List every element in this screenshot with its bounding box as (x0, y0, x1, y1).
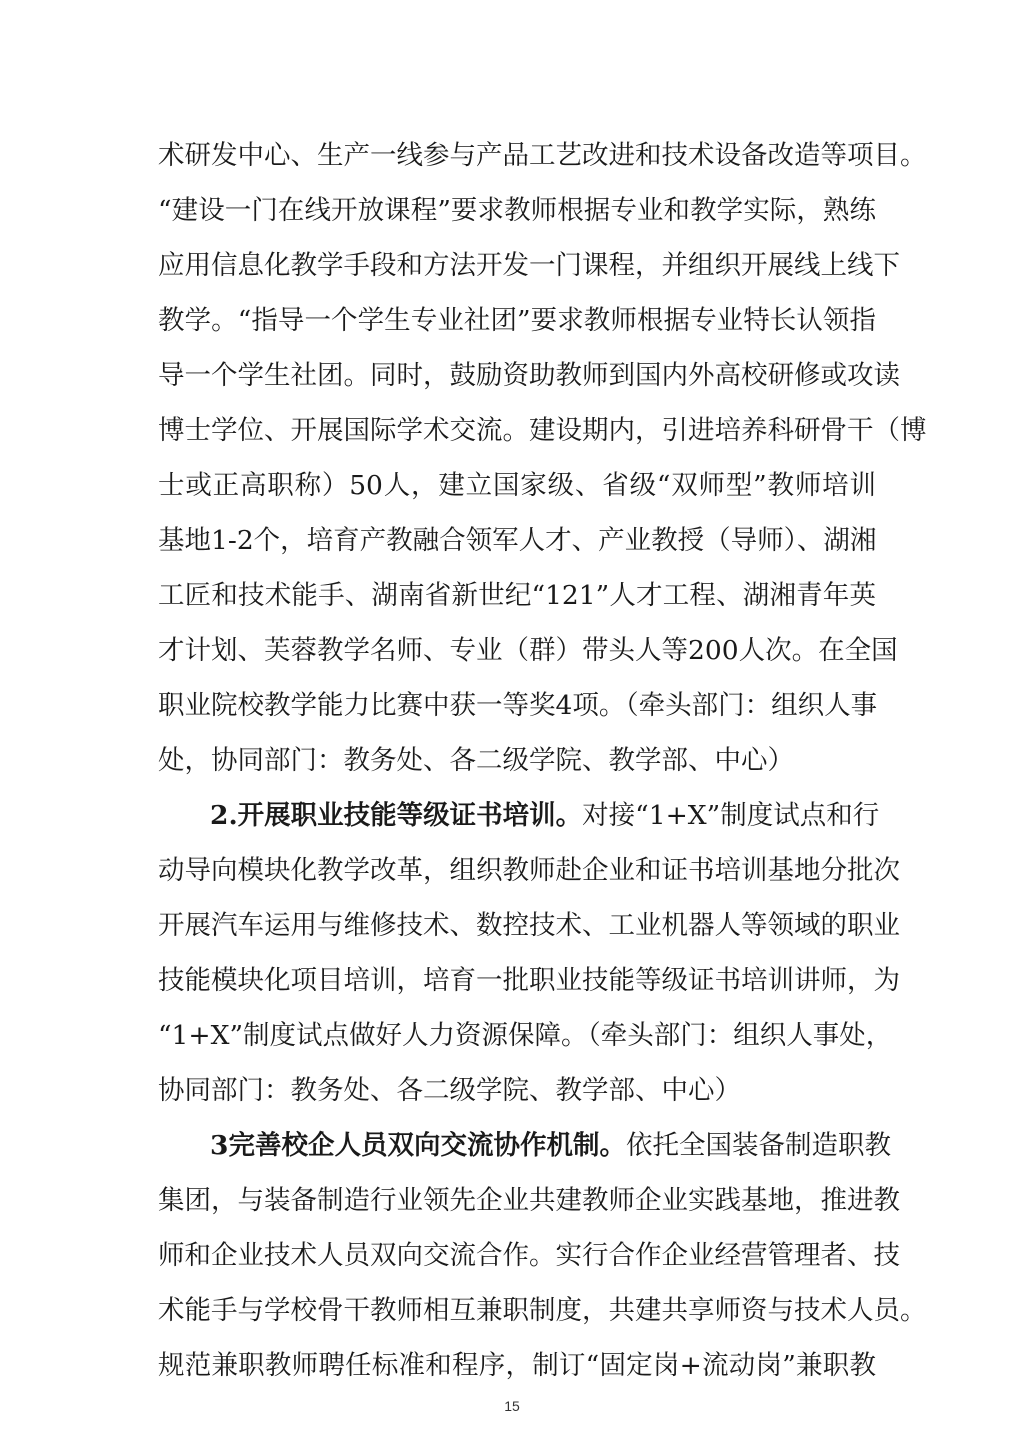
paragraph-line: 导一个学生社团。同时，鼓励资助教师到国内外高校研修或攻读 (158, 360, 900, 391)
paragraph-line: 规范兼职教师聘任标准和程序，制订“固定岗+流动岗”兼职教 (158, 1350, 876, 1381)
paragraph-line: 师和企业技术人员双向交流合作。实行合作企业经营管理者、技 (158, 1240, 900, 1271)
section-3-first-line (210, 1126, 891, 1166)
section-3-heading: 3完善校企人员双向交流协作机制。 (210, 1130, 626, 1161)
paragraph-line: 处，协同部门：教务处、各二级学院、教学部、中心） (158, 745, 794, 776)
paragraph-line: 技能模块化项目培训，培育一批职业技能等级证书培训讲师，为 (158, 965, 900, 996)
page-number: 15 (504, 1398, 520, 1414)
paragraph-line: 博士学位、开展国际学术交流。建设期内，引进培养科研骨干（博 (158, 415, 927, 446)
paragraph-line: 开展汽车运用与维修技术、数控技术、工业机器人等领域的职业 (158, 910, 900, 941)
paragraph-line: 才计划、芙蓉教学名师、专业（群）带头人等200人次。在全国 (158, 635, 898, 666)
section-2-first-line (210, 796, 880, 836)
paragraph-line: 职业院校教学能力比赛中获一等奖4项。（牵头部门：组织人事 (158, 690, 878, 721)
section-3-line-text: 依托全国装备制造职教 (625, 1130, 891, 1161)
paragraph-line: 术能手与学校骨干教师相互兼职制度，共建共享师资与技术人员。 (158, 1295, 927, 1326)
paragraph-line: 基地1-2个，培育产教融合领军人才、产业教授（导师）、湖湘 (158, 525, 877, 556)
paragraph-line: 协同部门：教务处、各二级学院、教学部、中心） (158, 1075, 741, 1106)
paragraph-line: “建设一门在线开放课程”要求教师根据专业和教学实际，熟练 (158, 195, 876, 226)
paragraph-line: 教学。“指导一个学生专业社团”要求教师根据专业特长认领指 (158, 305, 876, 336)
paragraph-line: 集团，与装备制造行业领先企业共建教师企业实践基地，推进教 (158, 1185, 900, 1216)
paragraph-line: 工匠和技术能手、湖南省新世纪“121”人才工程、湖湘青年英 (158, 580, 876, 611)
paragraph-line: 术研发中心、生产一线参与产品工艺改进和技术设备改造等项目。 (158, 140, 927, 171)
paragraph-line: 动导向模块化教学改革，组织教师赴企业和证书培训基地分批次 (158, 855, 900, 886)
section-2-line-text: 对接“1+X”制度试点和行 (582, 800, 880, 831)
paragraph-line: 应用信息化教学手段和方法开发一门课程，并组织开展线上线下 (158, 250, 900, 281)
section-2-heading: 2.开展职业技能等级证书培训。 (210, 800, 583, 831)
paragraph-line: “1+X”制度试点做好人力资源保障。（牵头部门：组织人事处， (158, 1020, 893, 1051)
paragraph-line: 士或正高职称）50人，建立国家级、省级“双师型”教师培训 (158, 470, 876, 501)
